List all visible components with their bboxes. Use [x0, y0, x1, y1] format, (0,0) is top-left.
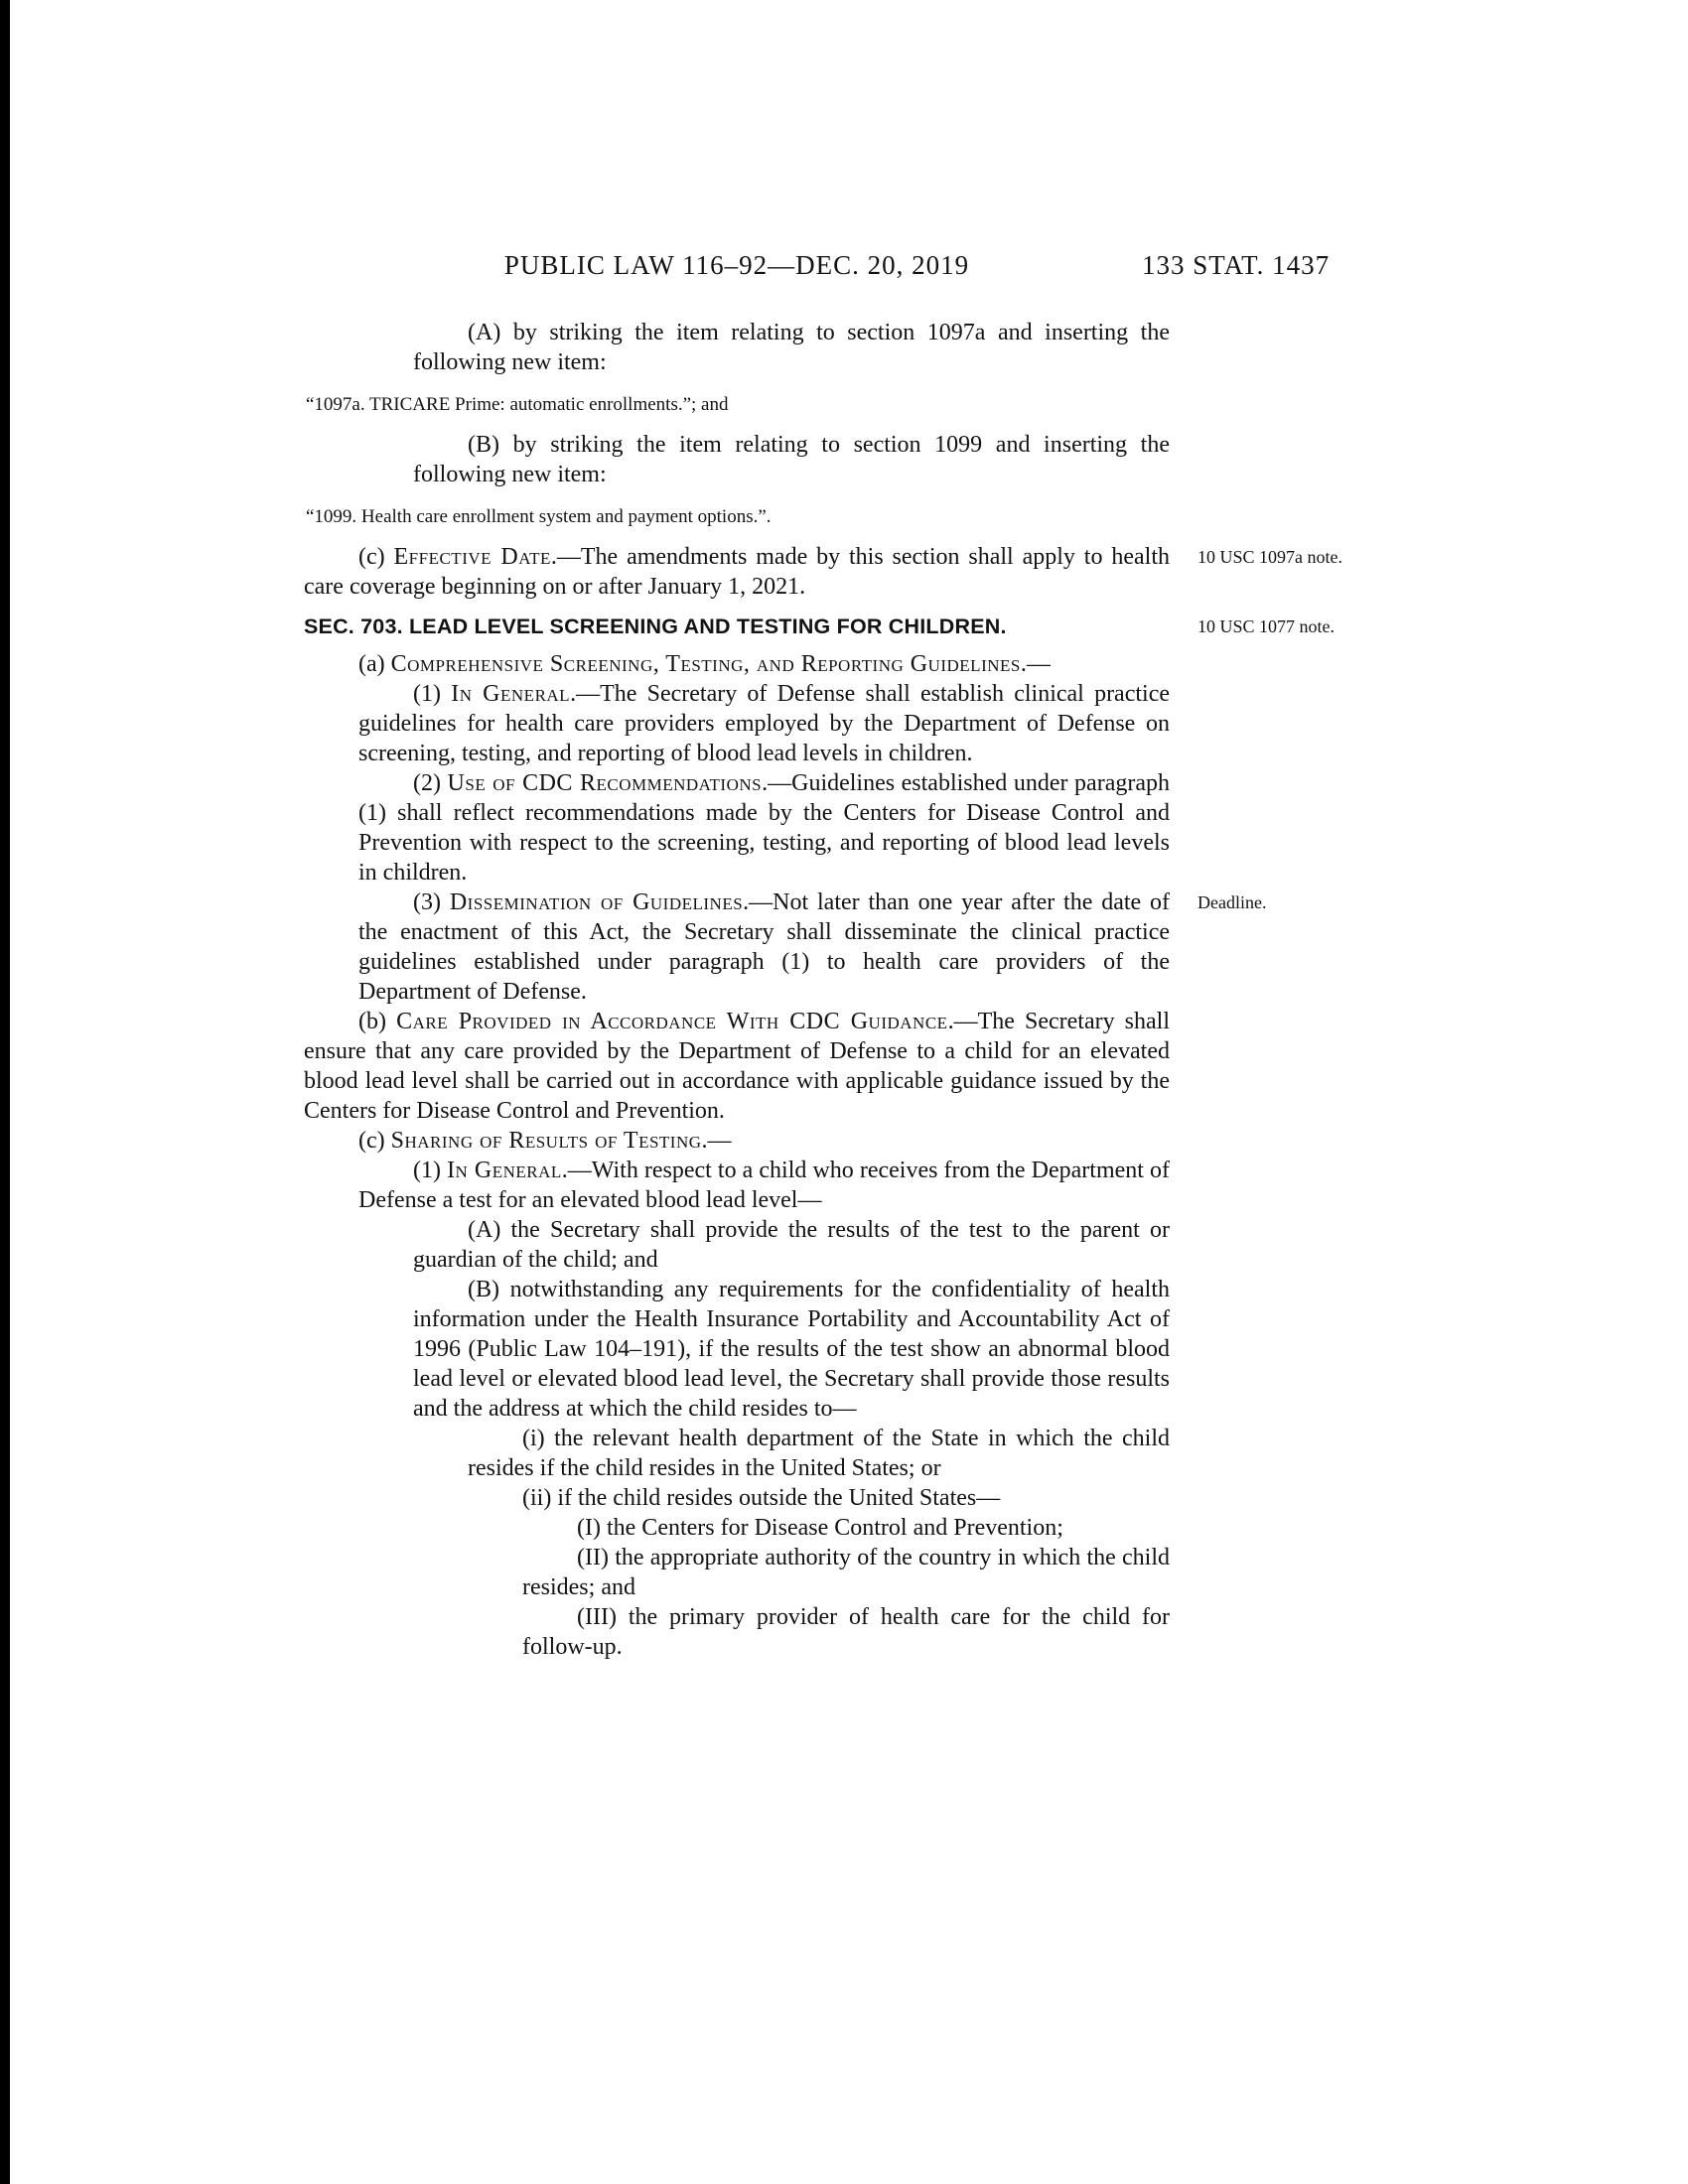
enumerator: (c)	[358, 544, 394, 570]
paragraph-text: “1097a. TRICARE Prime: automatic enrollments.”; and	[306, 394, 729, 415]
defined-term: Sharing of Results of Testing	[390, 1128, 702, 1154]
paragraph-text: .—	[1020, 651, 1051, 677]
enumerator: (B)	[468, 432, 513, 458]
paragraph-text: by striking the item relating to section 1097a and inserting the following new item:	[413, 320, 1170, 375]
paragraph-text: notwithstanding any requirements for the confidentiality of health information under the Health Insurance Portability and Accountability Act of 1996 (Public Law 104–191), if the results of the test show an abnormal blood lead level or elevated blood lead level, the Secretary shall provide those results and the address at which the child resides to—	[413, 1277, 1170, 1422]
paragraph-text: the primary provider of health care for the child for follow-up.	[522, 1604, 1170, 1660]
law-title: PUBLIC LAW 116–92—DEC. 20, 2019	[503, 250, 970, 280]
paragraph-text: the Secretary shall provide the results of the test to the parent or guardian of the child; and	[413, 1217, 1170, 1273]
page-header	[0, 250, 1688, 286]
defined-term: Effective Date	[393, 544, 551, 570]
paragraph-text: .—The Secretary of Defense shall establish clinical practice guidelines for health care providers employed by the Department of Defense on screening, testing, and reporting of blood lead levels in children.	[358, 681, 1171, 766]
subparagraph-A-striking-1097a	[413, 318, 1170, 377]
paragraph-text: by striking the item relating to section 1099 and inserting the following new item:	[413, 432, 1170, 487]
paragraph-text: .—The Secretary shall ensure that any care provided by the Department of Defense to a child for an elevated blood lead level shall be carried out in accordance with applicable guidance issued by the Centers for Disease Control and Prevention.	[304, 1009, 1171, 1124]
defined-term: In General	[447, 1158, 562, 1183]
subclause-II-country-authority	[522, 1543, 1170, 1602]
paragraph-text: if the child resides outside the United States—	[557, 1485, 1001, 1511]
paragraph-text: the appropriate authority of the country in which the child resides; and	[522, 1545, 1171, 1600]
enumerator: (II)	[577, 1545, 616, 1570]
defined-term: Comprehensive Screening, Testing, and Reporting Guidelines	[390, 651, 1021, 677]
document-body	[304, 318, 1342, 1662]
defined-term: In General	[451, 681, 571, 707]
scan-edge-bar	[0, 0, 10, 2184]
paragraph-text: .—The amendments made by this section shall apply to health care coverage beginning on or after January 1, 2021.	[304, 544, 1170, 600]
paragraph-2-cdc-recommendations	[358, 768, 1170, 887]
enumerator: (A)	[468, 320, 513, 345]
subsection-b-care-provided	[304, 1007, 1170, 1126]
paragraph-text: .—With respect to a child who receives from the Department of Defense a test for an elevated blood lead level—	[358, 1158, 1171, 1213]
subparagraph-B-striking-1099	[413, 430, 1170, 489]
enumerator: (III)	[577, 1604, 629, 1630]
quoted-item-1099	[306, 504, 1170, 529]
paragraph-text: the relevant health department of the State in which the child resides if the child resides in the United States; or	[468, 1426, 1170, 1481]
enumerator: (1)	[413, 1158, 448, 1183]
subsection-c-sharing-results	[304, 1126, 1170, 1156]
subclause-III-primary-provider	[522, 1602, 1170, 1662]
margin-note-usc-1097a: 10 USC 1097a note.	[1197, 547, 1342, 567]
enumerator: (A)	[468, 1217, 511, 1243]
clause-i-state-health-department	[468, 1424, 1170, 1483]
enumerator: (B)	[468, 1277, 510, 1302]
paragraph-text: .—Not later than one year after the date of the enactment of this Act, the Secretary shall disseminate the clinical practice guidelines established under paragraph (1) to health care providers of the Department of Defense.	[358, 889, 1171, 1005]
subparagraph-B-notwithstanding	[413, 1275, 1170, 1424]
quoted-item-1097a	[306, 392, 1170, 417]
paragraph-text: .—Guidelines established under paragraph (1) shall reflect recommendations made by the Centers for Disease Control and Prevention with respect to the screening, testing, and reporting of blood lead levels in children.	[358, 770, 1170, 886]
paragraph-1-in-general-sharing	[358, 1156, 1170, 1215]
subsection-c-effective-date	[304, 542, 1342, 602]
enumerator: (i)	[522, 1426, 555, 1451]
paragraph-text: .—	[701, 1128, 732, 1154]
enumerator: (I)	[577, 1515, 607, 1541]
paragraph-text: the Centers for Disease Control and Prevention;	[606, 1515, 1063, 1541]
subsection-a-guidelines	[304, 649, 1170, 679]
clause-ii-outside-us	[468, 1483, 1170, 1513]
defined-term: Care Provided in Accordance With CDC Guidance	[396, 1009, 948, 1034]
subclause-I-cdc	[522, 1513, 1170, 1543]
paragraph-1-in-general	[358, 679, 1170, 768]
margin-note-deadline: Deadline.	[1197, 892, 1267, 912]
section-703-heading	[304, 612, 1336, 641]
heading-text: SEC. 703. LEAD LEVEL SCREENING AND TESTING FOR CHILDREN.	[304, 614, 1007, 638]
enumerator: (2)	[413, 770, 448, 796]
defined-term: Use of CDC Recommendations	[447, 770, 763, 796]
enumerator: (1)	[413, 681, 452, 707]
margin-note-usc-1077: 10 USC 1077 note.	[1197, 616, 1336, 636]
stat-citation: 133 STAT. 1437	[1142, 250, 1331, 280]
paragraph-3-dissemination	[358, 887, 1267, 1007]
enumerator: (a)	[358, 651, 391, 677]
enumerator: (b)	[358, 1009, 397, 1034]
paragraph-text: “1099. Health care enrollment system and payment options.”.	[306, 506, 772, 527]
defined-term: Dissemination of Guidelines	[449, 889, 744, 915]
enumerator: (ii)	[522, 1485, 558, 1511]
enumerator: (c)	[358, 1128, 391, 1154]
subparagraph-A-results-to-parent	[413, 1215, 1170, 1275]
enumerator: (3)	[413, 889, 450, 915]
